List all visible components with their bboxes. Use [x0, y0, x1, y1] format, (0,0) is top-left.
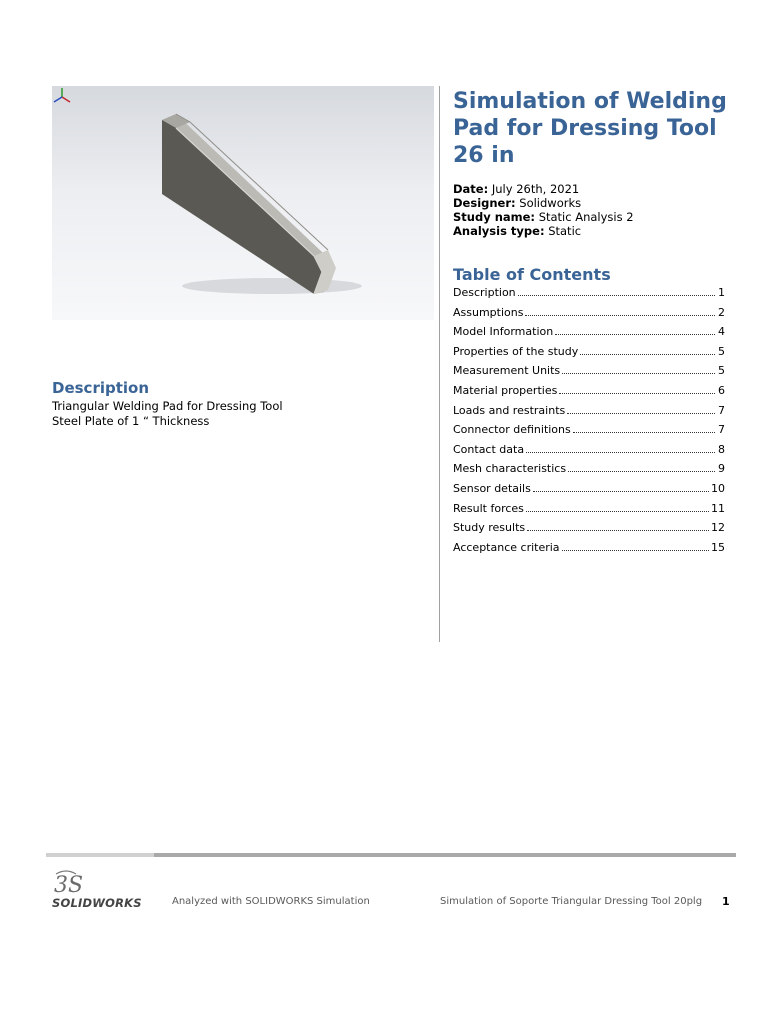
- toc-entry[interactable]: [453, 480, 725, 500]
- toc-leader-dots: [573, 421, 715, 433]
- toc-entry[interactable]: [453, 460, 725, 480]
- toc-entry-page: 4: [718, 325, 725, 339]
- toc-entry-page: 6: [718, 383, 725, 397]
- toc-leader-dots: [555, 323, 715, 335]
- toc-leader-dots: [580, 343, 715, 355]
- meta-date: Date: July 26th, 2021: [453, 182, 580, 196]
- solidworks-wordmark: SOLIDWORKS: [52, 896, 142, 910]
- toc-entry-page: 10: [711, 481, 725, 495]
- toc-entry-label: Connector definitions: [453, 423, 571, 437]
- toc-leader-dots: [518, 284, 715, 296]
- toc-entry-page: 5: [718, 364, 725, 378]
- toc-leader-dots: [567, 402, 715, 414]
- toc-entry-page: 7: [718, 423, 725, 437]
- toc-entry[interactable]: [453, 402, 725, 422]
- description-line: Triangular Welding Pad for Dressing Tool: [52, 399, 283, 413]
- toc-entry-label: Assumptions: [453, 305, 524, 319]
- toc-leader-dots: [526, 441, 715, 453]
- toc-entry[interactable]: [453, 441, 725, 461]
- toc-leader-dots: [533, 480, 709, 492]
- toc-entry-page: 1: [718, 286, 725, 299]
- toc-entry-page: 7: [718, 403, 725, 417]
- coordinate-triad-icon: [52, 86, 72, 106]
- report-title: [453, 88, 753, 169]
- toc-entry[interactable]: [453, 284, 725, 304]
- description-text: [52, 399, 422, 429]
- description-heading: Description: [52, 379, 150, 397]
- toc-entry[interactable]: [453, 382, 725, 402]
- toc-entry[interactable]: [453, 343, 725, 363]
- toc-entry[interactable]: [453, 304, 725, 324]
- ds-solidworks-logo-icon: [52, 866, 162, 914]
- toc-entry-label: Result forces: [453, 501, 524, 515]
- toc-entry-label: Study results: [453, 521, 526, 535]
- report-metadata: [453, 182, 753, 238]
- footer-analyzed-text: Analyzed with SOLIDWORKS Simulation: [172, 896, 370, 907]
- svg-text:3S: 3S: [54, 873, 84, 898]
- footer-rule-accent: [46, 853, 154, 857]
- toc-entry[interactable]: [453, 539, 725, 559]
- toc-entry-page: 2: [718, 305, 725, 319]
- toc-entry-label: Measurement Units: [453, 364, 561, 378]
- toc-leader-dots: [525, 304, 715, 316]
- toc-entry-page: 12: [711, 521, 725, 535]
- page-number: 1: [722, 895, 730, 908]
- toc-entry-label: Model Information: [453, 325, 554, 339]
- table-of-contents: [453, 284, 725, 558]
- meta-designer: Designer: Solidworks: [453, 196, 582, 210]
- toc-leader-dots: [562, 539, 709, 551]
- toc-leader-dots: [559, 382, 715, 394]
- toc-entry-label: Acceptance criteria: [453, 540, 560, 554]
- toc-entry-page: 15: [711, 540, 725, 554]
- toc-entry-label: Contact data: [453, 442, 525, 456]
- toc-entry-page: 8: [718, 442, 725, 456]
- toc-entry-label: Loads and restraints: [453, 403, 566, 417]
- toc-entry-page: 9: [718, 462, 725, 476]
- title-line: 26 in: [453, 143, 515, 168]
- welding-pad-model: [52, 86, 434, 320]
- toc-leader-dots: [527, 519, 709, 531]
- toc-entry[interactable]: [453, 323, 725, 343]
- toc-entry-page: 11: [711, 501, 725, 515]
- title-line: Pad for Dressing Tool: [453, 116, 717, 141]
- toc-leader-dots: [526, 500, 709, 512]
- model-preview-image: [52, 86, 434, 320]
- toc-heading: Table of Contents: [453, 265, 611, 284]
- description-line: Steel Plate of 1 “ Thickness: [52, 414, 210, 428]
- toc-entry-label: Material properties: [453, 383, 558, 397]
- column-divider: [439, 86, 440, 642]
- toc-entry-label: Properties of the study: [453, 344, 579, 358]
- toc-entry[interactable]: [453, 421, 725, 441]
- toc-entry-page: 5: [718, 344, 725, 358]
- toc-entry[interactable]: [453, 519, 725, 539]
- toc-entry[interactable]: [453, 362, 725, 382]
- toc-leader-dots: [568, 460, 715, 472]
- toc-leader-dots: [562, 362, 715, 374]
- toc-entry-label: Sensor details: [453, 481, 531, 495]
- meta-analysis-type: Analysis type: Static: [453, 224, 582, 238]
- toc-entry-label: Mesh characteristics: [453, 462, 567, 476]
- title-line: Simulation of Welding: [453, 89, 727, 114]
- meta-study-name: Study name: Static Analysis 2: [453, 210, 634, 224]
- toc-entry[interactable]: [453, 500, 725, 520]
- toc-entry-label: Description: [453, 286, 516, 299]
- footer-document-title: Simulation of Soporte Triangular Dressing Tool 20plg: [440, 896, 703, 907]
